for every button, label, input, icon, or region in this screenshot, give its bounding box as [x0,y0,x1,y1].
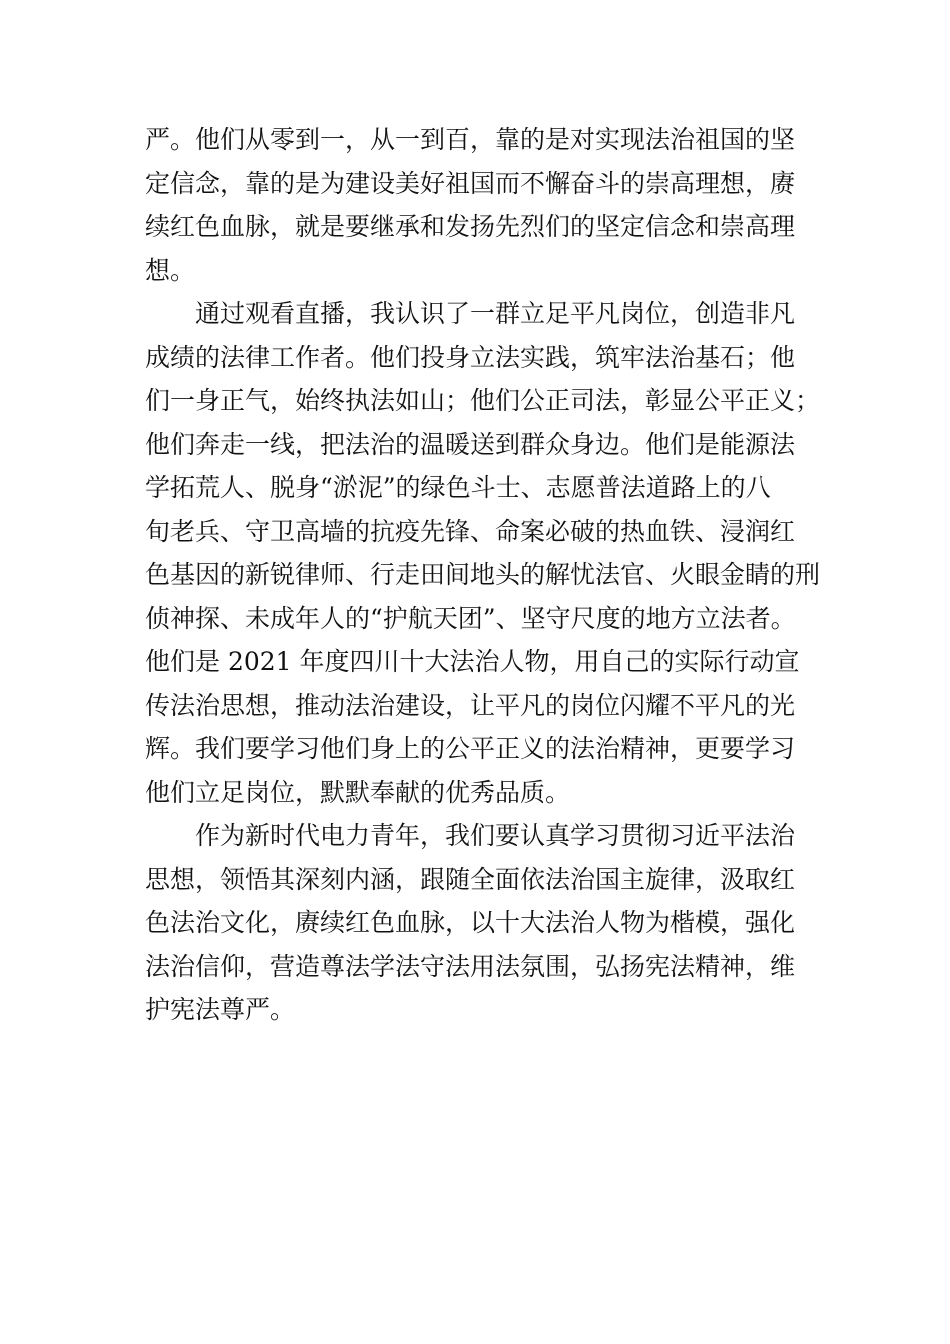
paragraph-line: 成绩的法律工作者。他们投身立法实践，筑牢法治基石；他 [145,342,796,372]
paragraph-line: 想。 [145,255,196,285]
body-text [145,118,821,1032]
paragraph-line: 传法治思想，推动法治建设，让平凡的岗位闪耀不平凡的光 [145,690,796,720]
paragraph-line: 学拓荒人、脱身“淤泥”的绿色斗士、志愿普法道路上的八 [145,473,771,502]
paragraph-line: 辉。我们要学习他们身上的公平正义的法治精神，更要学习 [145,734,796,763]
paragraph-line: 他们奔走一线，把法治的温暖送到群众身边。他们是能源法 [145,429,796,459]
paragraph-2 [145,292,821,814]
paragraph-line: 通过观看直播，我认识了一群立足平凡岗位，创造非凡 [195,299,796,328]
paragraph-line: 续红色血脉，就是要继承和发扬先烈们的坚定信念和崇高理 [145,212,796,241]
paragraph-line: 侦神探、未成年人的“护航天团”、坚守尺度的地方立法者。 [145,603,796,633]
paragraph-line: 色法治文化，赓续红色血脉，以十大法治人物为楷模，强化 [145,908,796,937]
paragraph-line: 他们立足岗位，默默奉献的优秀品质。 [145,777,571,807]
paragraph-line: 他们是 2021 年度四川十大法治人物，用自己的实际行动宣 [145,647,800,676]
paragraph-line: 护宪法尊严。 [145,995,296,1024]
paragraph-line: 思想，领悟其深刻内涵，跟随全面依法治国主旋律，汲取红 [145,864,796,894]
paragraph-line: 作为新时代电力青年，我们要认真学习贯彻习近平法治 [195,821,796,850]
paragraph-1 [145,118,810,292]
paragraph-3 [145,814,810,1032]
paragraph-line: 法治信仰，营造尊法学法守法用法氛围，弘扬宪法精神，维 [145,951,796,981]
paragraph-line: 定信念，靠的是为建设美好祖国而不懈奋斗的崇高理想，赓 [145,168,796,198]
paragraph-line: 色基因的新锐律师、行走田间地头的解忧法官、火眼金睛的刑 [145,560,821,589]
paragraph-line: 们一身正气，始终执法如山；他们公正司法，彰显公平正义； [145,386,821,415]
paragraph-line: 旬老兵、守卫高墙的抗疫先锋、命案必破的热血铁、浸润红 [145,516,796,546]
paragraph-line: 严。他们从零到一，从一到百，靠的是对实现法治祖国的坚 [145,125,796,154]
